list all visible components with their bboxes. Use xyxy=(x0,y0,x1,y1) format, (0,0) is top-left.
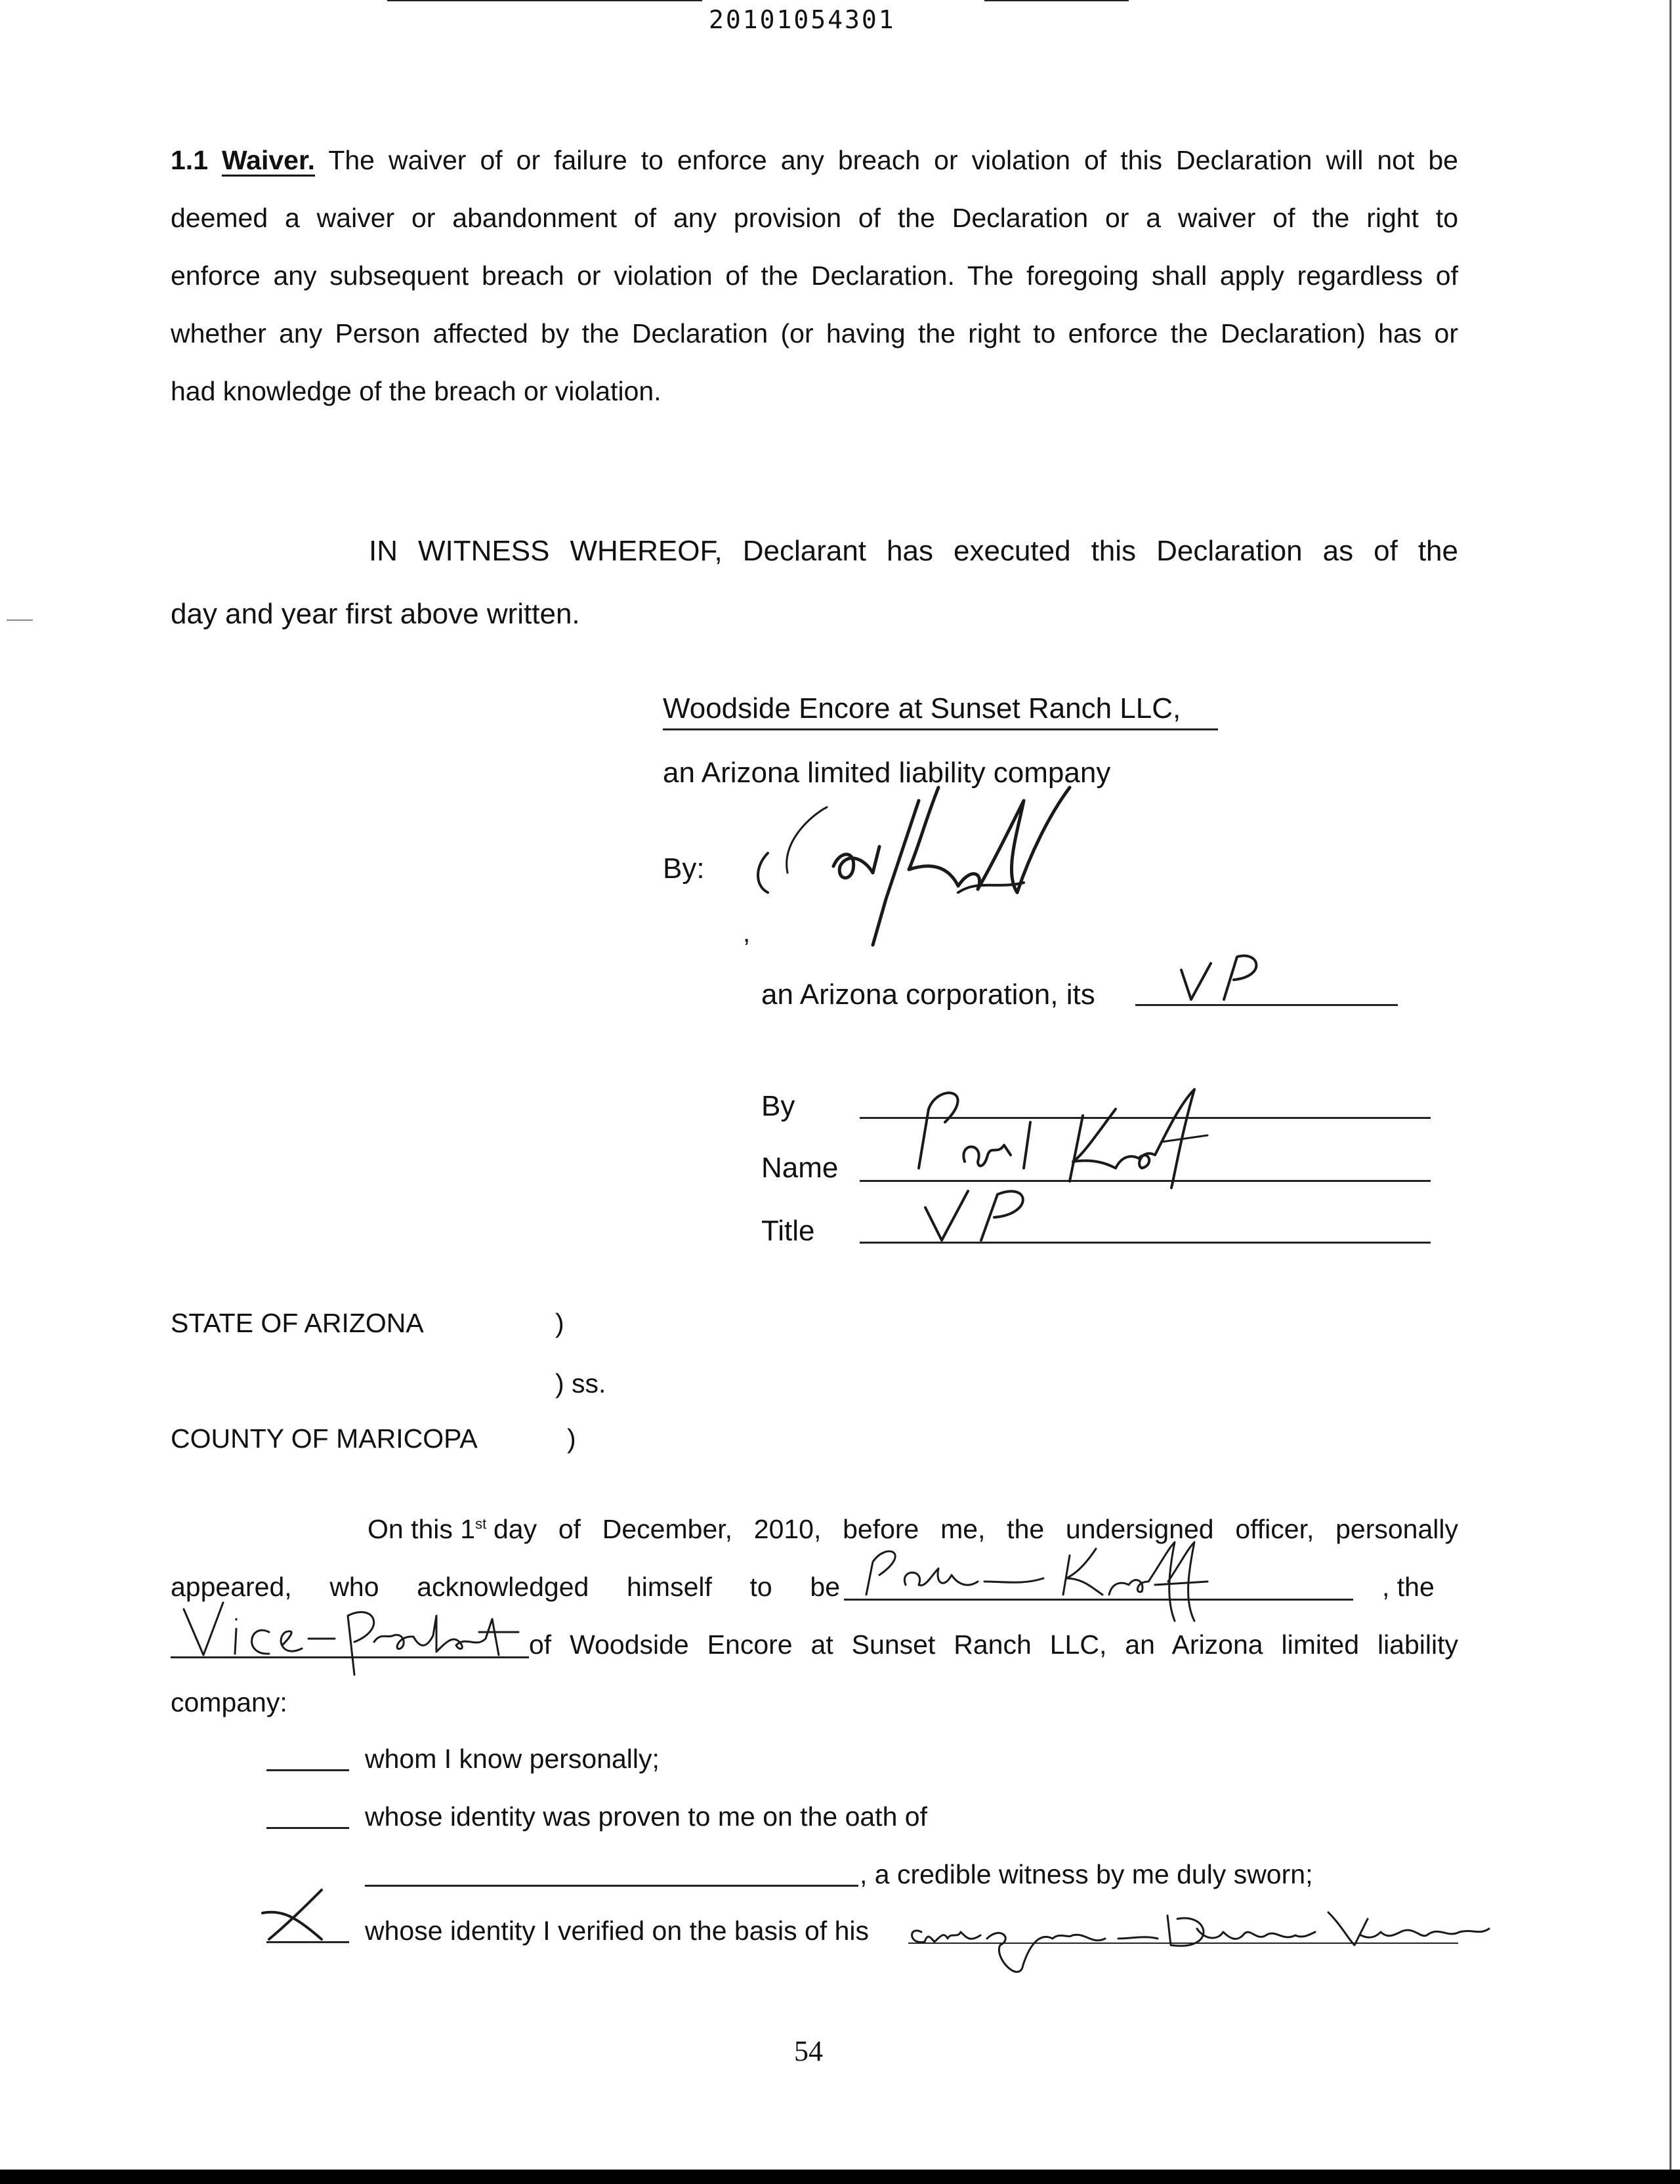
corporation-text: an Arizona corporation, its xyxy=(761,978,1095,1011)
county-label: COUNTY OF MARICOPA xyxy=(171,1423,478,1454)
option2b-text: , a credible witness by me duly sworn; xyxy=(860,1859,1313,1889)
state-label: STATE OF ARIZONA xyxy=(171,1308,424,1338)
waiver-line-3: enforce any subsequent breach or violation of the Declaration. The foregoing shall apply regardless of xyxy=(171,261,1458,291)
company-underline xyxy=(663,728,1218,730)
waiver-line-1 xyxy=(171,147,1458,174)
name-label: Name xyxy=(761,1152,839,1184)
the-word: , the xyxy=(1382,1572,1435,1602)
by-comma: , xyxy=(743,919,751,948)
id-document-handwriting xyxy=(908,1899,1512,1991)
bottom-scan-bar xyxy=(0,2170,1680,2184)
venue-paren-1: ) xyxy=(555,1308,564,1338)
option2-text: whose identity was proven to me on the oath of xyxy=(365,1801,927,1832)
document-number: 20101054301 xyxy=(709,5,896,34)
option1-blank xyxy=(266,1769,349,1771)
name-handwriting xyxy=(906,1083,1234,1188)
witness-line-1: IN WITNESS WHEREOF, Declarant has executed this Declaration as of the xyxy=(369,535,1458,567)
witness-line-2: day and year first above written. xyxy=(171,598,580,630)
waiver-heading: Waiver. xyxy=(222,145,316,175)
waiver-line-5: had knowledge of the breach or violation. xyxy=(171,376,662,406)
who-word: who xyxy=(329,1572,379,1602)
waiver-section-number: 1.1 xyxy=(171,145,208,175)
notary-line-1-rest: day of December, 2010, before me, the undersigned officer, personally xyxy=(494,1514,1458,1544)
header-rule-left xyxy=(387,0,702,1)
appeared-name-handwriting xyxy=(853,1536,1260,1628)
option3-text: whose identity I verified on the basis of his xyxy=(365,1916,870,1946)
option3-check-mark xyxy=(256,1883,335,1942)
notary-ordinal: st xyxy=(475,1515,487,1532)
title-label: Title xyxy=(761,1215,815,1247)
page-number: 54 xyxy=(794,2035,823,2067)
vice-president-handwriting xyxy=(177,1596,545,1681)
waiver-line-2: deemed a waiver or abandonment of any provision of the Declaration or a waiver of the right to xyxy=(171,203,1458,233)
witness-name-line xyxy=(365,1885,858,1887)
corporation-title-handwriting xyxy=(1175,950,1267,1009)
paul-kroff-signature xyxy=(742,774,1122,948)
header-rule-right xyxy=(984,0,1129,1)
company-type: an Arizona limited liability company xyxy=(663,757,1111,789)
title-handwriting xyxy=(919,1181,1050,1247)
venue-paren-3: ) xyxy=(567,1423,576,1454)
to-word: to xyxy=(749,1572,772,1602)
appeared-word: appeared, xyxy=(171,1572,292,1602)
right-scan-edge xyxy=(1670,0,1671,2184)
option2-blank xyxy=(266,1827,349,1829)
venue-ss: ) ss. xyxy=(555,1368,606,1398)
waiver-text-1: The waiver of or failure to enforce any breach or violation of this Declaration will not be xyxy=(328,145,1458,175)
acknowledged-word: acknowledged xyxy=(417,1572,589,1602)
by2-label: By xyxy=(761,1090,795,1122)
by-label: By: xyxy=(663,852,705,885)
company-colon: company: xyxy=(171,1687,287,1717)
company-name: Woodside Encore at Sunset Ranch LLC, xyxy=(663,692,1181,724)
margin-mark xyxy=(7,620,33,621)
notary-line-3-rest: of Woodside Encore at Sunset Ranch LLC, an Arizona limited liability xyxy=(529,1629,1458,1660)
be-word: be xyxy=(810,1572,840,1602)
notary-on-this: On this 1 xyxy=(368,1514,476,1544)
waiver-line-4: whether any Person affected by the Declaration (or having the right to enforce the Declaration) has or xyxy=(171,318,1458,348)
option1-text: whom I know personally; xyxy=(365,1744,660,1774)
himself-word: himself xyxy=(627,1572,712,1602)
